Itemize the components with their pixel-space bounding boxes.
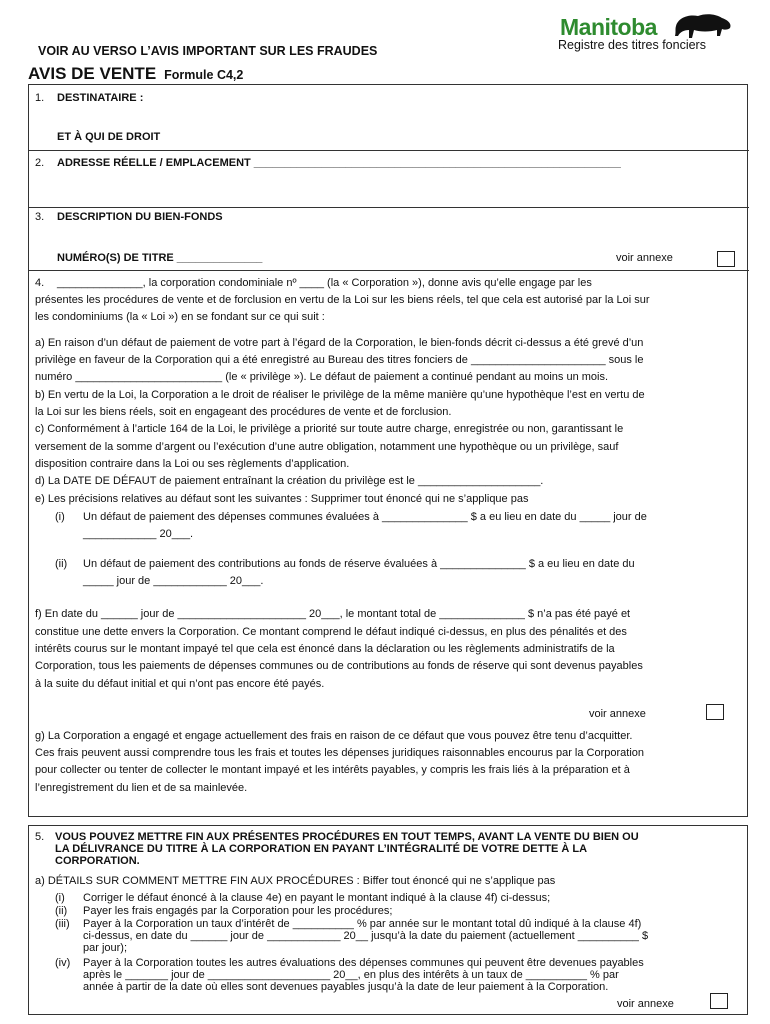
g-line: g) La Corporation a engagé et engage actuellement des frais en raison de ce défaut que vous pouvez être tenu d’acquitter.: [35, 730, 633, 742]
s5-item-line: ci-dessus, en date du ______ jour de ____________ 20__ jusqu’à la date du paiement (actuellement __________ $: [83, 930, 649, 942]
form-section-5: [28, 825, 748, 1015]
s3-annex-checkbox[interactable]: [717, 251, 735, 267]
s5-item-line: Payer à la Corporation un taux d’intérêt de __________ % par année sur le montant total dû indiqué à la clause 4f): [83, 918, 642, 930]
s1-label: DESTINATAIRE :: [57, 92, 144, 104]
s5-item-line: Payer à la Corporation toutes les autres évaluations des dépenses communes qui peuvent être devenues payables: [83, 957, 644, 969]
s4-line: ______________, la corporation condominiale nº ____ (la « Corporation »), donne avis qu’elle engage par les: [57, 277, 592, 289]
form-number: Formule C4,2: [164, 68, 244, 82]
bison-icon: [672, 12, 734, 40]
s5-item-number: (ii): [55, 905, 68, 917]
divider: [29, 150, 749, 151]
s5-heading: LA DÉLIVRANCE DU TITRE À LA CORPORATION EN PAYANT L’INTÉGRALITÉ DE VOTRE DETTE À LA: [55, 843, 588, 855]
s1-sub: ET À QUI DE DROIT: [57, 131, 161, 143]
s5-item-number: (i): [55, 892, 65, 904]
s4-line: numéro ________________________ (le « privilège »). Le défaut de paiement a continué pendant au moins un mois.: [35, 371, 609, 383]
s4-line: e) Les précisions relatives au défaut sont les suivantes : Supprimer tout énoncé qui ne s’applique pas: [35, 493, 529, 505]
divider: [29, 207, 749, 208]
e-i-line: Un défaut de paiement des dépenses communes évaluées à ______________ $ a eu lieu en date du _____ jour de: [83, 511, 647, 523]
fraud-notice: VOIR AU VERSO L’AVIS IMPORTANT SUR LES FRAUDES: [38, 44, 378, 58]
f-line: intérêts courus sur le montant impayé tel que cela est énoncé dans la déclaration ou les règlements administratifs de la: [35, 643, 615, 655]
s5-item-line: par jour);: [83, 942, 128, 954]
s3-title-numbers: NUMÉRO(S) DE TITRE ______________: [57, 252, 263, 264]
s5-item-line: Payer les frais engagés par la Corporation pour les procédures;: [83, 905, 393, 917]
e-ii-line: Un défaut de paiement des contributions au fonds de réserve évaluées à ______________ $ a eu lieu en date du: [83, 558, 635, 570]
g-line: pour collecter ou tenter de collecter le montant impayé et les intérêts payables, y compris les frais liés à la préparation et à: [35, 764, 630, 776]
s4-line: disposition contraire dans la Loi ou ses règlements d’application.: [35, 458, 350, 470]
s5-item-line: année à partir de la date où elles sont devenues payables jusqu’à la date de leur paiement à la Corporation.: [83, 981, 609, 993]
s4-annex-label: voir annexe: [589, 708, 646, 720]
s4-line: la Loi sur les biens réels, soit en engageant des procédures de vente et de forclusion.: [35, 406, 452, 418]
s4-line: privilège en faveur de la Corporation qui a été enregistré au Bureau des titres fonciers de ______________________ sous le: [35, 354, 644, 366]
s1-number: 1.: [35, 92, 45, 104]
s5-item-line: après le _______ jour de ____________________ 20__, en plus des intérêts à un taux de __________ % par: [83, 969, 619, 981]
s5-a-line: a) DÉTAILS SUR COMMENT METTRE FIN AUX PROCÉDURES : Biffer tout énoncé qui ne s’applique pas: [35, 875, 556, 887]
g-line: Ces frais peuvent aussi comprendre tous les frais et toutes les dépenses juridiques raisonnables encourus par la Corporation: [35, 747, 645, 759]
s4-annex-checkbox[interactable]: [706, 704, 724, 720]
s3-label: DESCRIPTION DU BIEN-FONDS: [57, 211, 223, 223]
s3-annex-label: voir annexe: [616, 252, 673, 264]
s4-line: d) La DATE DE DÉFAUT de paiement entraînant la création du privilège est le ____________________.: [35, 475, 544, 487]
s4-number: 4.: [35, 277, 45, 289]
s2-label: ADRESSE RÉELLE / EMPLACEMENT ____________________________________________________________: [57, 157, 621, 169]
form-section-1-4: [28, 84, 748, 817]
form-title: [28, 64, 243, 84]
g-line: l’enregistrement du lien et de sa mainlevée.: [35, 782, 248, 794]
e-i-number: (i): [55, 511, 65, 523]
s4-line: c) Conformément à l’article 164 de la Loi, le privilège a priorité sur toute autre charge, enregistrée ou non, garantissant le: [35, 423, 624, 435]
s5-heading: VOUS POUVEZ METTRE FIN AUX PRÉSENTES PROCÉDURES EN TOUT TEMPS, AVANT LA VENTE DU BIEN OU: [55, 831, 639, 843]
logo-wordmark: Manitoba: [560, 14, 657, 40]
s5-heading: CORPORATION.: [55, 855, 140, 867]
title-text: AVIS DE VENTE: [28, 64, 157, 83]
s5-annex-checkbox[interactable]: [710, 993, 728, 1009]
f-line: f) En date du ______ jour de _____________________ 20___, le montant total de ______________ $ n’a pas été payé et: [35, 608, 631, 620]
s4-line: les condominiums (la « Loi ») en se fondant sur ce qui suit :: [35, 311, 325, 323]
s4-line: b) En vertu de la Loi, la Corporation a le droit de réaliser le privilège de la même manière qu’une hypothèque l’est en vertu de: [35, 389, 645, 401]
registry-name: Registre des titres fonciers: [558, 38, 706, 52]
e-ii-line: _____ jour de ____________ 20___.: [83, 575, 264, 587]
s3-number: 3.: [35, 211, 45, 223]
s5-item-number: (iv): [55, 957, 71, 969]
s2-number: 2.: [35, 157, 45, 169]
f-line: Corporation, tous les paiements de dépenses communes ou de contributions au fonds de réserve qui sont devenus payables: [35, 660, 643, 672]
e-i-line: ____________ 20___.: [83, 528, 194, 540]
s5-number: 5.: [35, 831, 45, 843]
e-ii-number: (ii): [55, 558, 68, 570]
f-line: constitue une dette envers la Corporation. Ce montant comprend le défaut indiqué ci-dessus, en plus des pénalités et des: [35, 626, 627, 638]
s5-item-number: (iii): [55, 918, 70, 930]
s5-annex-label: voir annexe: [617, 998, 674, 1010]
f-line: à la suite du défaut initial et qui n’ont pas encore été payés.: [35, 678, 325, 690]
s5-item-line: Corriger le défaut énoncé à la clause 4e) en payant le montant indiqué à la clause 4f) ci-dessus;: [83, 892, 551, 904]
divider: [29, 270, 749, 271]
s4-line: présentes les procédures de vente et de forclusion en vertu de la Loi sur les biens réels, tel que cela est autorisé par la Loi sur: [35, 294, 650, 306]
s4-line: a) En raison d’un défaut de paiement de votre part à l’égard de la Corporation, le bien-fonds décrit ci-dessus a été grevé d’un: [35, 337, 644, 349]
s4-line: versement de la somme d’argent ou l’exécution d’une autre obligation, notamment une hypothèque ou un privilège, sauf: [35, 441, 619, 453]
